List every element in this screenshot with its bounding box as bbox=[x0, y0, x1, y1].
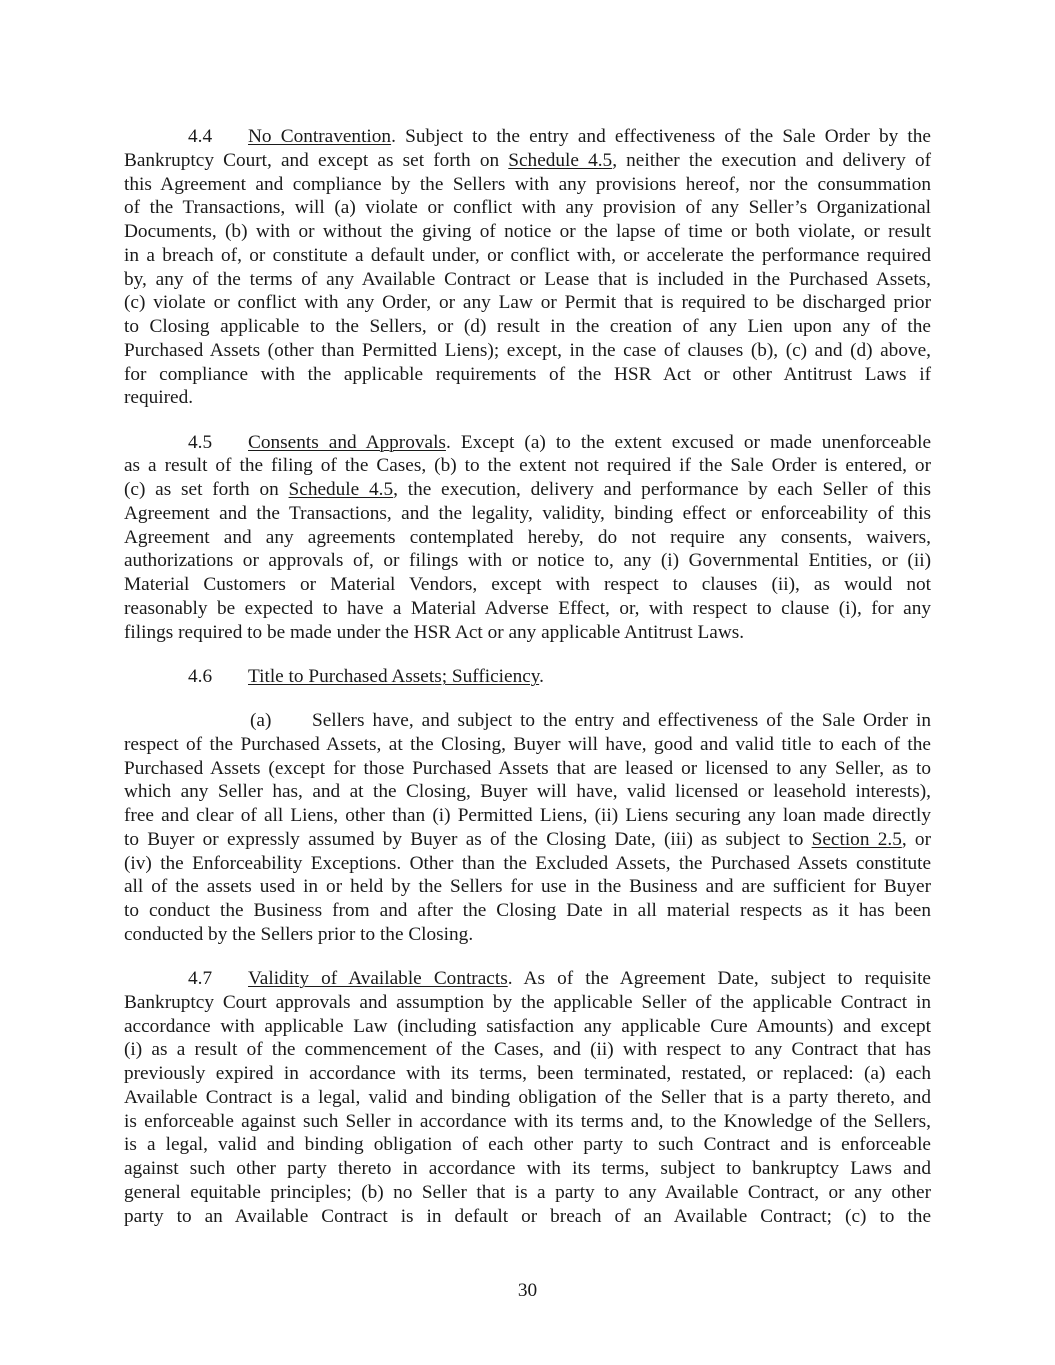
text-line: Documents, (b) with or without the giving of notice or the lapse of time or both violate, or result bbox=[124, 221, 931, 242]
section-4-6 bbox=[124, 665, 931, 689]
text-span: Bankruptcy Court, and except as set forth on bbox=[124, 149, 509, 171]
text-span: . Except (a) to the extent excused or made unenforceable bbox=[445, 431, 932, 453]
document-page bbox=[124, 125, 931, 1228]
text-line: Purchased Assets (except for those Purchased Assets that are leased or licensed to any Seller, as to bbox=[124, 757, 931, 779]
section-heading: Title to Purchased Assets; Sufficiency bbox=[248, 665, 540, 687]
schedule-reference-link[interactable]: Schedule 4.5 bbox=[288, 479, 394, 500]
text-line bbox=[124, 125, 931, 149]
text-line bbox=[124, 709, 931, 733]
text-line: to Closing applicable to the Sellers, or (d) result in the creation of any Lien upon any of the bbox=[124, 316, 931, 337]
text-line: respect of the Purchased Assets, at the Closing, Buyer will have, good and valid title to each of the bbox=[124, 733, 931, 755]
page-number: 30 bbox=[517, 1280, 538, 1301]
text-line bbox=[124, 967, 931, 991]
text-span: (c) as set forth on bbox=[124, 479, 289, 500]
paragraph-gap bbox=[124, 410, 931, 431]
section-number: 4.7 bbox=[188, 968, 213, 989]
section-4-5 bbox=[124, 431, 931, 645]
section-4-7 bbox=[124, 967, 931, 1228]
text-line: free and clear of all Liens, other than (i) Permitted Liens, (ii) Liens securing any loan made directly bbox=[124, 805, 931, 826]
text-line: previously expired in accordance with its terms, been terminated, restated, or replaced: (a) each bbox=[124, 1063, 931, 1084]
text-line: filings required to be made under the HSR Act or any applicable Antitrust Laws. bbox=[124, 621, 745, 643]
section-heading: Validity of Available Contracts bbox=[248, 968, 508, 989]
text-span: Sellers have, and subject to the entry and effectiveness of the Sale Order in bbox=[312, 710, 931, 731]
text-span: to Buyer or expressly assumed by Buyer as of the Closing Date, (iii) as subject to bbox=[124, 828, 812, 850]
schedule-reference-link[interactable]: Schedule 4.5 bbox=[508, 149, 613, 171]
text-line bbox=[124, 431, 931, 455]
text-line: of the Transactions, will (a) violate or conflict with any provision of any Seller’s Organizational bbox=[124, 197, 931, 219]
text-line bbox=[124, 149, 931, 173]
text-line: this Agreement and compliance by the Sellers with any provisions hereof, nor the consummation bbox=[124, 173, 931, 195]
text-line: Available Contract is a legal, valid and binding obligation of the Seller that is a party thereto, and bbox=[124, 1086, 931, 1108]
text-span: , or bbox=[901, 828, 931, 850]
section-4-4 bbox=[124, 125, 931, 410]
text-line: Purchased Assets (other than Permitted Liens); except, in the case of clauses (b), (c) and (d) above, bbox=[124, 339, 931, 361]
section-heading: No Contravention bbox=[248, 126, 392, 147]
text-line: in a breach of, or constitute a default under, or conflict with, or accelerate the performance required bbox=[124, 244, 931, 266]
text-line: accordance with applicable Law (including satisfaction any applicable Cure Amounts) and except bbox=[124, 1015, 931, 1037]
subsection-number: (a) bbox=[250, 710, 272, 731]
paragraph-gap bbox=[124, 689, 931, 710]
text-line: required. bbox=[124, 387, 194, 409]
text-span: , the execution, delivery and performance by each Seller of this bbox=[393, 479, 931, 500]
text-line: which any Seller has, and at the Closing, Buyer will have, valid licensed or leasehold interests), bbox=[124, 781, 931, 803]
text-span: . As of the Agreement Date, subject to requisite bbox=[507, 968, 931, 989]
text-line: authorizations or approvals of, or filings with or notice to, any (i) Governmental Entities, or (ii) bbox=[124, 550, 931, 572]
text-line: Agreement and the Transactions, and the legality, validity, binding effect or enforceability of this bbox=[124, 502, 931, 524]
text-span: . bbox=[539, 665, 544, 687]
text-line: (c) violate or conflict with any Order, or any Law or Permit that is required to be discharged prior bbox=[124, 292, 931, 314]
text-span: , neither the execution and delivery of bbox=[612, 149, 932, 171]
text-line bbox=[124, 478, 931, 502]
text-line: Agreement and any agreements contemplated hereby, do not require any consents, waivers, bbox=[124, 526, 931, 548]
section-number: 4.5 bbox=[188, 431, 213, 453]
section-heading: Consents and Approvals bbox=[248, 431, 446, 453]
paragraph-gap bbox=[124, 644, 931, 665]
text-line: Material Customers or Material Vendors, except with respect to clauses (ii), as would not bbox=[124, 574, 931, 595]
text-line: as a result of the filing of the Cases, (b) to the extent not required if the Sale Order is entered, or bbox=[124, 455, 931, 477]
text-line: (iv) the Enforceability Exceptions. Other than the Excluded Assets, the Purchased Assets constitute bbox=[124, 852, 931, 874]
section-number: 4.4 bbox=[188, 126, 213, 147]
text-line: all of the assets used in or held by the Sellers for use in the Business and are sufficient for Buyer bbox=[124, 876, 931, 898]
text-line: against such other party thereto in accordance with its terms, subject to bankruptcy Laws and bbox=[124, 1158, 931, 1179]
text-line: reasonably be expected to have a Material Adverse Effect, or, with respect to clause (i), for any bbox=[124, 597, 931, 619]
text-line: is a legal, valid and binding obligation of each other party to such Contract and is enforceable bbox=[124, 1134, 931, 1156]
text-line: for compliance with the applicable requirements of the HSR Act or other Antitrust Laws if bbox=[124, 363, 931, 385]
section-reference-link[interactable]: Section 2.5 bbox=[811, 828, 902, 850]
text-line: (i) as a result of the commencement of the Cases, and (ii) with respect to any Contract that has bbox=[124, 1039, 931, 1061]
text-line: is enforceable against such Seller in accordance with its terms and, to the Knowledge of the Sellers, bbox=[124, 1110, 931, 1132]
section-4-6-a bbox=[124, 709, 931, 947]
text-line: conducted by the Sellers prior to the Closing. bbox=[124, 923, 474, 945]
text-line: Bankruptcy Court approvals and assumption by the applicable Seller of the applicable Contract in bbox=[124, 991, 931, 1013]
text-line: to conduct the Business from and after the Closing Date in all material respects as it has been bbox=[124, 900, 931, 921]
text-line bbox=[124, 828, 931, 852]
section-number: 4.6 bbox=[188, 665, 213, 687]
paragraph-gap bbox=[124, 947, 931, 968]
text-line: party to an Available Contract is in default or breach of an Available Contract; (c) to the bbox=[124, 1205, 931, 1227]
text-line: general equitable principles; (b) no Seller that is a party to any Available Contract, or any other bbox=[124, 1181, 931, 1203]
text-line bbox=[124, 665, 931, 689]
text-span: . Subject to the entry and effectiveness of the Sale Order by the bbox=[391, 126, 931, 147]
text-line: by, any of the terms of any Available Contract or Lease that is included in the Purchased Assets, bbox=[124, 268, 931, 290]
